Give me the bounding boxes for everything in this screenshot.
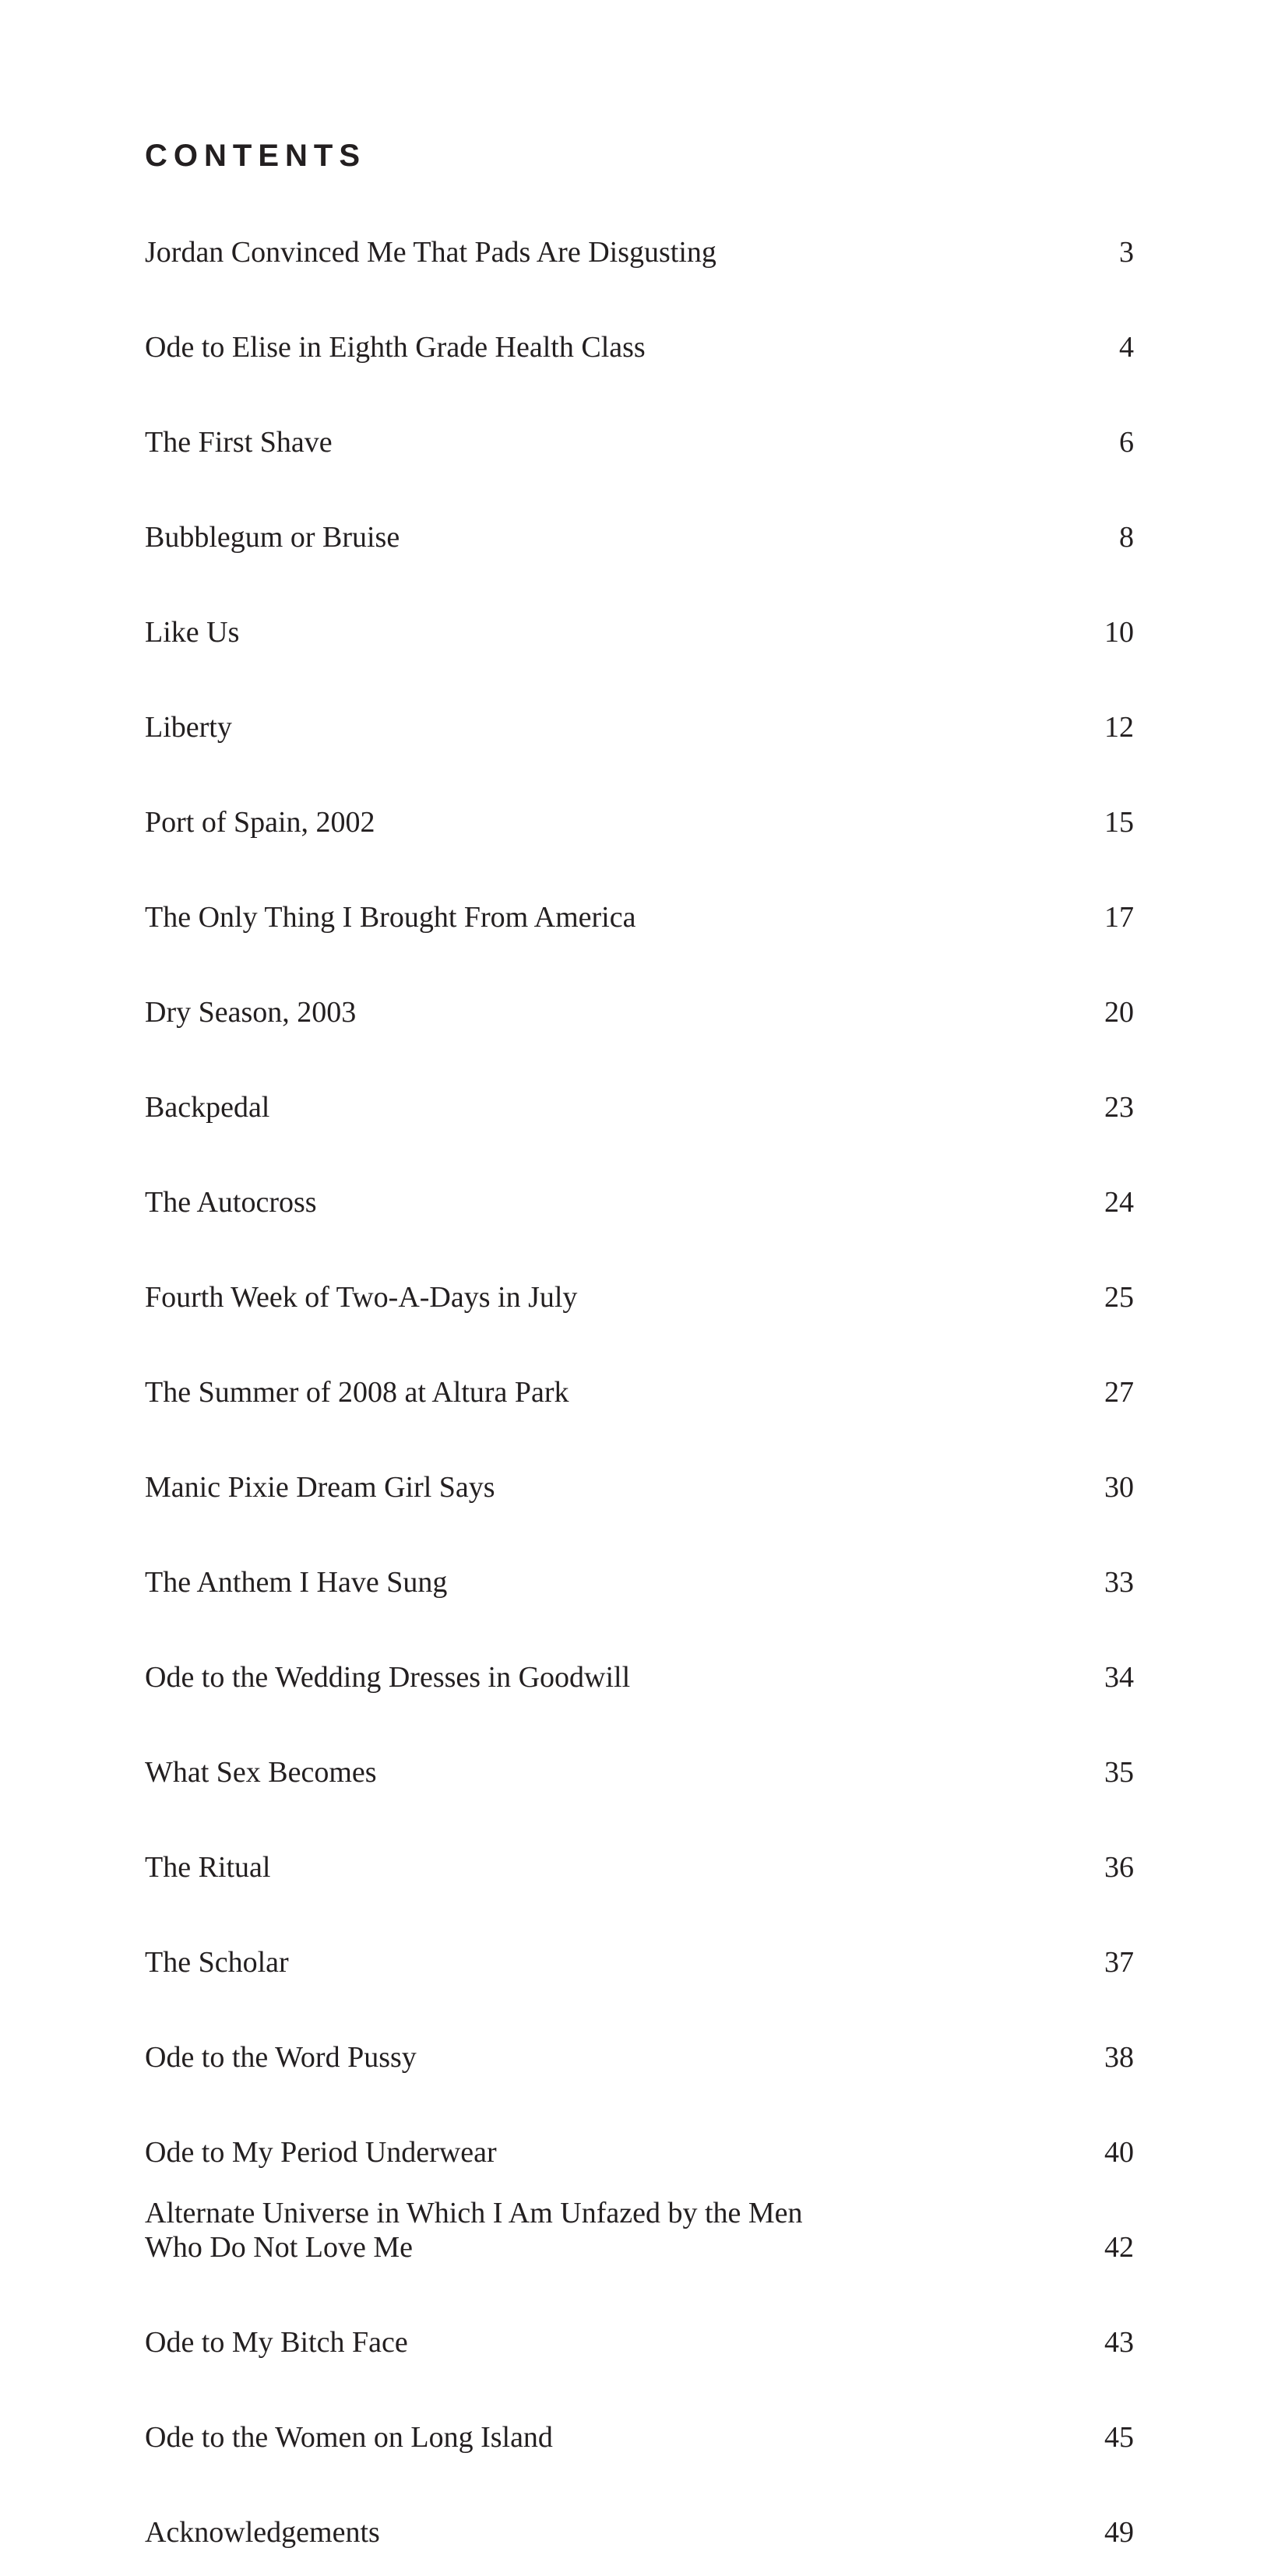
toc-entry-page-number: 35 xyxy=(1104,1756,1134,1789)
toc-entry-page-number: 42 xyxy=(1104,2231,1134,2264)
toc-entry-title: Alternate Universe in Which I Am Unfazed by the Men Who Do Not Love Me xyxy=(145,2197,803,2264)
toc-entry xyxy=(145,2386,1134,2481)
toc-entry-page-number: 24 xyxy=(1104,1186,1134,1219)
toc-entry-title: The Summer of 2008 at Altura Park xyxy=(145,1376,569,1409)
toc-entry-title: Like Us xyxy=(145,616,240,649)
toc-entry-title: The Anthem I Have Sung xyxy=(145,1566,448,1599)
toc-entry xyxy=(145,866,1134,961)
toc-entry xyxy=(145,771,1134,866)
toc-entry-page-number: 36 xyxy=(1104,1851,1134,1884)
toc-entry-page-number: 38 xyxy=(1104,2041,1134,2074)
toc-entry xyxy=(145,1816,1134,1911)
toc-entry-page-number: 45 xyxy=(1104,2421,1134,2454)
toc-entry xyxy=(145,2006,1134,2101)
toc-entry-title: Manic Pixie Dream Girl Says xyxy=(145,1471,495,1504)
toc-entry xyxy=(145,2101,1134,2196)
toc-entry-page-number: 34 xyxy=(1104,1661,1134,1694)
table-of-contents xyxy=(145,201,1134,2576)
toc-entry xyxy=(145,1151,1134,1246)
toc-entry-title: The Scholar xyxy=(145,1946,289,1979)
toc-entry-title: Ode to the Word Pussy xyxy=(145,2041,417,2074)
toc-entry-page-number: 12 xyxy=(1104,711,1134,744)
toc-entry-title: Port of Spain, 2002 xyxy=(145,806,375,839)
toc-entry xyxy=(145,676,1134,771)
toc-entry-page-number: 20 xyxy=(1104,996,1134,1029)
toc-entry xyxy=(145,1246,1134,1341)
toc-entry-title: The Autocross xyxy=(145,1186,317,1219)
toc-entry xyxy=(145,2291,1134,2386)
toc-entry-page-number: 23 xyxy=(1104,1091,1134,1124)
toc-entry-page-number: 43 xyxy=(1104,2326,1134,2359)
toc-entry xyxy=(145,201,1134,296)
toc-entry-page-number: 6 xyxy=(1119,426,1134,459)
toc-entry-page-number: 17 xyxy=(1104,901,1134,934)
toc-entry-page-number: 27 xyxy=(1104,1376,1134,1409)
toc-entry xyxy=(145,486,1134,581)
toc-entry-title: Dry Season, 2003 xyxy=(145,996,357,1029)
toc-entry-title: Jordan Convinced Me That Pads Are Disgusting xyxy=(145,236,716,269)
toc-entry-page-number: 3 xyxy=(1119,236,1134,269)
toc-entry-page-number: 49 xyxy=(1104,2516,1134,2549)
toc-entry-title: The First Shave xyxy=(145,426,333,459)
toc-entry-title: The Ritual xyxy=(145,1851,271,1884)
toc-entry-title: Ode to the Wedding Dresses in Goodwill xyxy=(145,1661,631,1694)
toc-entry-title: Acknowledgements xyxy=(145,2516,380,2549)
toc-entry xyxy=(145,2196,1134,2291)
toc-entry-page-number: 30 xyxy=(1104,1471,1134,1504)
contents-heading: CONTENTS xyxy=(145,139,366,173)
toc-entry xyxy=(145,961,1134,1056)
toc-entry-page-number: 33 xyxy=(1104,1566,1134,1599)
toc-entry xyxy=(145,296,1134,391)
toc-entry-title: Liberty xyxy=(145,711,232,744)
toc-entry-page-number: 10 xyxy=(1104,616,1134,649)
toc-entry-title: Ode to the Women on Long Island xyxy=(145,2421,553,2454)
toc-entry xyxy=(145,1436,1134,1531)
toc-entry xyxy=(145,581,1134,676)
toc-entry xyxy=(145,2481,1134,2576)
toc-entry-title: Ode to Elise in Eighth Grade Health Class xyxy=(145,331,646,364)
toc-entry-page-number: 15 xyxy=(1104,806,1134,839)
toc-entry-title: Bubblegum or Bruise xyxy=(145,521,400,554)
toc-entry xyxy=(145,1721,1134,1816)
toc-entry-page-number: 8 xyxy=(1119,521,1134,554)
toc-entry xyxy=(145,1531,1134,1626)
toc-entry xyxy=(145,1626,1134,1721)
toc-entry-title: Ode to My Bitch Face xyxy=(145,2326,408,2359)
toc-entry-title: What Sex Becomes xyxy=(145,1756,377,1789)
toc-entry-title: Backpedal xyxy=(145,1091,270,1124)
toc-entry-page-number: 40 xyxy=(1104,2136,1134,2169)
toc-entry xyxy=(145,391,1134,486)
toc-entry-title: Fourth Week of Two-A-Days in July xyxy=(145,1281,578,1314)
toc-entry xyxy=(145,1341,1134,1436)
toc-entry-title: The Only Thing I Brought From America xyxy=(145,901,636,934)
toc-entry xyxy=(145,1056,1134,1151)
toc-entry-page-number: 37 xyxy=(1104,1946,1134,1979)
toc-entry-page-number: 4 xyxy=(1119,331,1134,364)
toc-entry xyxy=(145,1911,1134,2006)
toc-entry-page-number: 25 xyxy=(1104,1281,1134,1314)
toc-entry-title: Ode to My Period Underwear xyxy=(145,2136,497,2169)
